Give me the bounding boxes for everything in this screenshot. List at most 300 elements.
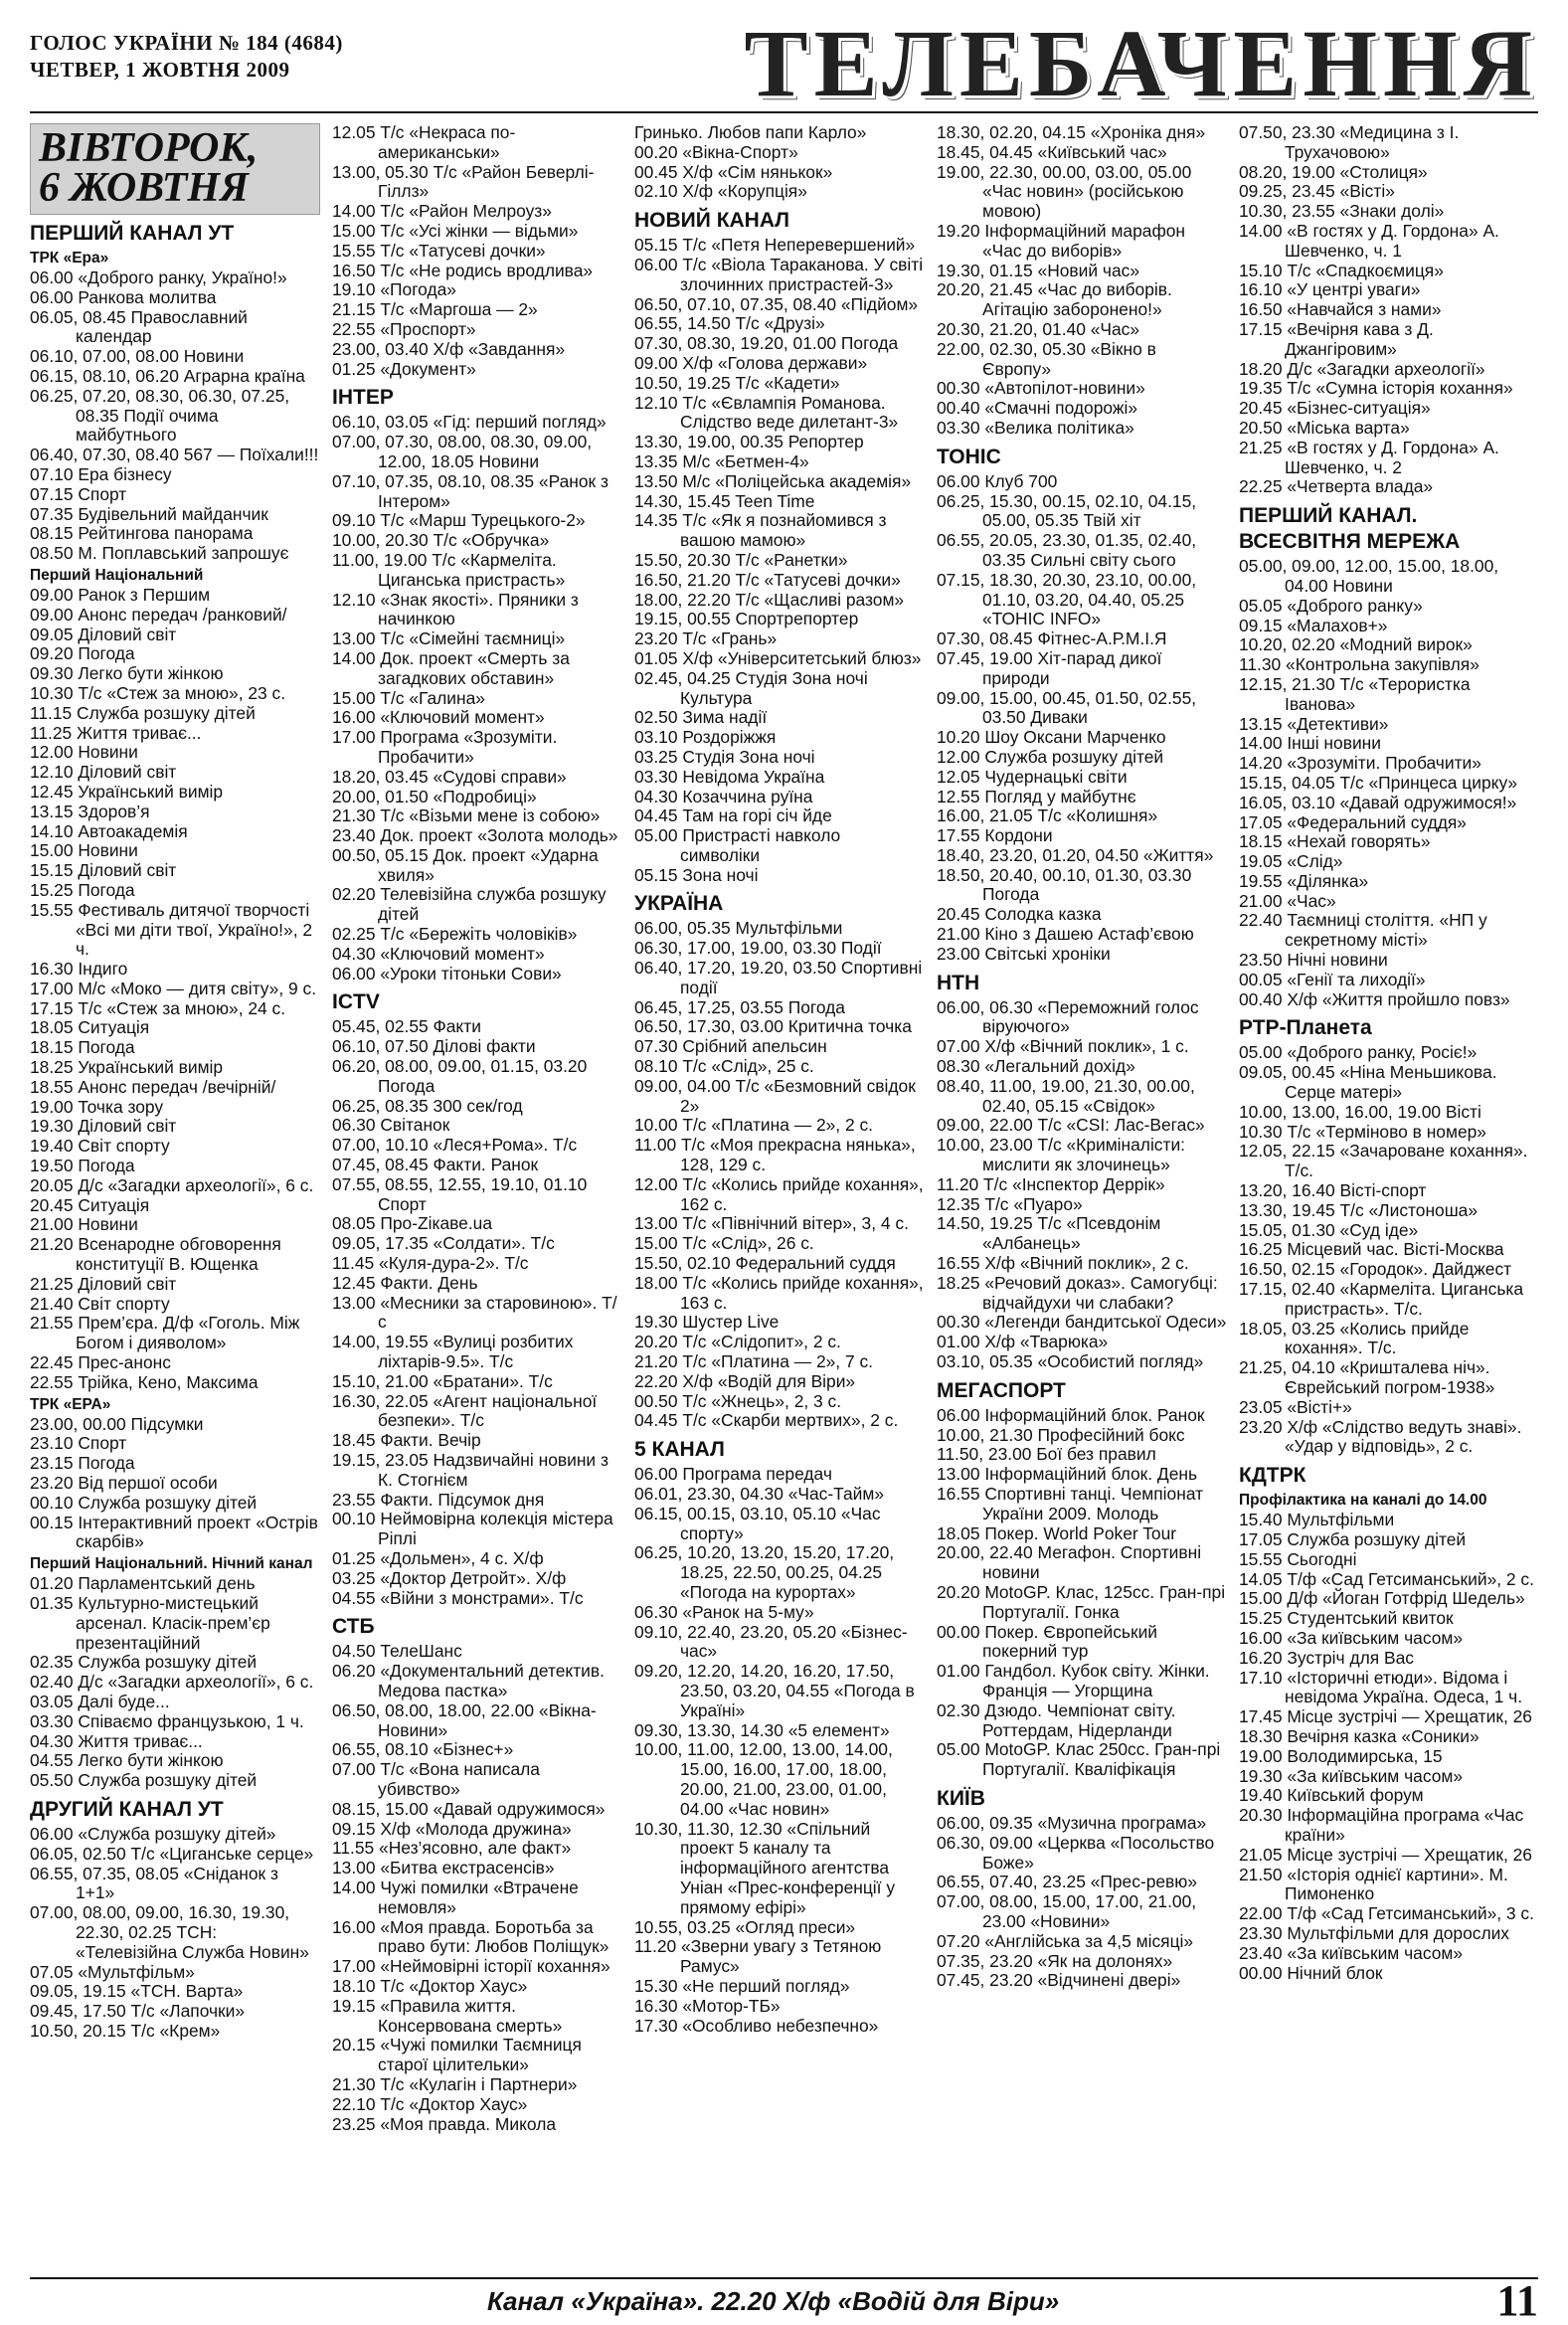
program-listing: 12.00 Служба розшуку дітей bbox=[937, 746, 1164, 767]
program-listing: 02.30 Дзюдо. Чемпіонат світу. Роттердам, Нідерланди bbox=[937, 1699, 1176, 1740]
program-listing: 13.00 Т/с «Північний вітер», 3, 4 с. bbox=[634, 1213, 909, 1234]
program-listing: 06.25, 08.35 300 сек/год bbox=[332, 1095, 523, 1116]
program-listing: 15.25 Погода bbox=[30, 879, 135, 900]
program-listing: 06.00 «Служба розшуку дітей» bbox=[30, 1823, 276, 1844]
program-listing: 19.10 «Погода» bbox=[332, 279, 456, 300]
program-listing: 05.00 Пристрасті навколо символіки bbox=[634, 825, 841, 865]
program-listing: 05.00, 09.00, 12.00, 15.00, 18.00, 04.00 Новини bbox=[1239, 556, 1499, 596]
program-listing: 10.50, 19.25 Т/с «Кадети» bbox=[634, 372, 840, 393]
program-listing: 01.20 Парламентський день bbox=[30, 1573, 256, 1594]
program-listing: 05.00 MotoGP. Клас 250сс. Гран-прі Португалії. Кваліфікація bbox=[937, 1739, 1221, 1780]
program-listing: 17.05 «Федеральний суддя» bbox=[1239, 811, 1467, 832]
program-listing: 12.05 Т/с «Некраса по-американськи» bbox=[332, 122, 516, 162]
program-listing: 16.20 Зустріч для Вас bbox=[1239, 1647, 1414, 1668]
program-listing: 19.30, 01.15 «Новий час» bbox=[937, 260, 1140, 280]
program-listing: 12.45 Український вимір bbox=[30, 781, 224, 802]
program-listing: 09.15 «Малахов+» bbox=[1239, 615, 1388, 635]
program-listing: 12.35 Т/с «Пуаро» bbox=[937, 1193, 1083, 1214]
program-listing: 16.50, 21.20 Т/с «Татусеві дочки» bbox=[634, 569, 901, 590]
program-listing: 09.15 Х/ф «Молода дружина» bbox=[332, 1818, 572, 1839]
program-listing: 19.35 Т/с «Сумна історія кохання» bbox=[1239, 378, 1513, 399]
program-listing: 01.35 Культурно-мистецький арсенал. Класік-прем’єр презентаційний bbox=[30, 1593, 270, 1653]
program-listing: 07.00 Х/ф «Вічний поклик», 1 с. bbox=[937, 1036, 1189, 1057]
column-2 bbox=[332, 123, 622, 2134]
program-listing: 06.00, 05.35 Мультфільми bbox=[634, 918, 843, 939]
program-listing: 00.00 Нічний блок bbox=[1239, 1962, 1383, 1983]
program-listing: 10.30, 23.55 «Знаки долі» bbox=[1239, 201, 1445, 222]
program-listing: 17.15, 02.40 «Кармеліта. Циганська пристрасть». Т/с. bbox=[1239, 1279, 1524, 1319]
program-listing: 06.01, 23.30, 04.30 «Час-Тайм» bbox=[634, 1484, 884, 1504]
program-listing: 15.00 Т/с «Слід», 26 с. bbox=[634, 1233, 814, 1254]
column-3-listings bbox=[634, 123, 925, 2036]
program-listing: 13.30, 19.45 Т/с «Листоноша» bbox=[1239, 1199, 1479, 1220]
program-listing: 18.15 «Нехай говорять» bbox=[1239, 831, 1431, 852]
program-listing: 04.30 «Ключовий момент» bbox=[332, 943, 545, 964]
program-listing: 21.00 «Час» bbox=[1239, 890, 1336, 911]
program-listing: 18.45, 04.45 «Київський час» bbox=[937, 141, 1167, 162]
program-listing: 22.10 Т/с «Доктор Хаус» bbox=[332, 2093, 528, 2114]
program-listing: 15.30 «Не перший погляд» bbox=[634, 1975, 850, 1996]
day-title: ВІВТОРОК, bbox=[39, 125, 259, 171]
program-listing: 11.20 Т/с «Інспектор Деррік» bbox=[937, 1173, 1165, 1194]
program-listing: 23.40 Док. проект «Золота молодь» bbox=[332, 825, 618, 846]
program-listing: 09.00 Х/ф «Голова держави» bbox=[634, 352, 868, 373]
program-listing: 12.15, 21.30 Т/с «Терористка Іванова» bbox=[1239, 673, 1471, 714]
program-listing: 21.15 Т/с «Маргоша — 2» bbox=[332, 299, 538, 320]
program-listing: 12.10 «Знак якості». Пряники з начинкою bbox=[332, 589, 579, 629]
program-listing: 21.05 Місце зустрічі — Хрещатик, 26 bbox=[1239, 1844, 1532, 1865]
program-listing: 04.45 Там на горі січ йде bbox=[634, 805, 832, 826]
program-listing: 07.45, 19.00 Хіт-парад дикої природи bbox=[937, 647, 1162, 688]
program-listing: 05.05 «Доброго ранку» bbox=[1239, 595, 1423, 616]
program-listing: 21.00 Новини bbox=[30, 1214, 138, 1235]
program-listing: 07.00, 10.10 «Леся+Рома». Т/с bbox=[332, 1135, 578, 1156]
program-listing: 15.15, 04.05 Т/с «Принцеса цирку» bbox=[1239, 772, 1518, 793]
channel-heading: 5 КАНАЛ bbox=[634, 1438, 725, 1462]
program-listing: 09.00 Ранок з Першим bbox=[30, 584, 211, 605]
program-listing: 09.10 Т/с «Марш Турецького-2» bbox=[332, 510, 586, 531]
program-listing: 15.00 Т/с «Галина» bbox=[332, 687, 485, 708]
program-listing: 14.00 Інші новини bbox=[1239, 733, 1381, 754]
day-heading bbox=[30, 123, 320, 215]
program-listing: 01.25 «Дольмен», 4 с. Х/ф bbox=[332, 1547, 544, 1568]
channel-subheading: Перший Національний bbox=[30, 566, 204, 584]
channel-heading: РТР-Планета bbox=[1239, 1016, 1372, 1040]
program-listing: 13.15 Здоров’я bbox=[30, 801, 150, 821]
program-listing: 06.25, 07.20, 08.30, 06.30, 07.25, 08.35 Події очима майбутнього bbox=[30, 385, 290, 446]
program-listing: 16.25 Місцевий час. Вісті-Москва bbox=[1239, 1239, 1504, 1260]
program-listing: 15.00 Т/с «Усі жінки — відьми» bbox=[332, 220, 579, 241]
channel-subheading: ТРК «Ера» bbox=[30, 250, 109, 267]
program-listing: 12.55 Погляд у майбутнє bbox=[937, 786, 1136, 806]
program-listing: 02.10 Х/ф «Корупція» bbox=[634, 181, 807, 202]
program-listing: 08.40, 11.00, 19.00, 21.30, 00.00, 02.40, 05.15 «Свідок» bbox=[937, 1075, 1195, 1116]
program-listing: 08.05 Про-Zікаве.ua bbox=[332, 1213, 493, 1234]
program-listing: 08.20, 19.00 «Столиця» bbox=[1239, 161, 1428, 182]
program-listing: 11.00, 19.00 Т/с «Кармеліта. Циганська пристрасть» bbox=[332, 549, 566, 590]
program-listing: 16.30 «Мотор-ТБ» bbox=[634, 1995, 781, 2016]
program-listing: 14.00 «В гостях у Д. Гордона» А. Шевченко, ч. 1 bbox=[1239, 220, 1499, 261]
program-listing: 10.55, 03.25 «Огляд преси» bbox=[634, 1916, 856, 1937]
program-listing: 14.00, 19.55 «Вулиці розбитих ліхтарів-9.5». Т/с bbox=[332, 1332, 574, 1372]
program-listing: 03.10 Роздоріжжя bbox=[634, 727, 777, 748]
program-listing: 07.00 Т/с «Вона написала убивство» bbox=[332, 1759, 540, 1799]
program-listing: 04.30 Життя триває... bbox=[30, 1730, 203, 1751]
program-listing: 00.10 Служба розшуку дітей bbox=[30, 1492, 258, 1513]
program-listing: 06.55, 14.50 Т/с «Друзі» bbox=[634, 313, 825, 334]
program-listing: 19.40 Київський форум bbox=[1239, 1785, 1424, 1806]
program-listing: 14.30, 15.45 Teen Time bbox=[634, 490, 815, 511]
program-listing: 09.30 Легко бути жінкою bbox=[30, 663, 224, 684]
program-listing: 20.20, 21.45 «Час до виборів. Агітацію заборонено!» bbox=[937, 279, 1172, 320]
program-listing: 12.05 Чудернацькі світи bbox=[937, 766, 1128, 787]
program-listing: 15.10, 21.00 «Братани». Т/с bbox=[332, 1370, 553, 1391]
program-listing: 17.10 «Історичні етюди». Відома і невідома Україна. Одеса, 1 ч. bbox=[1239, 1667, 1523, 1707]
program-listing: 23.40 «За київським часом» bbox=[1239, 1942, 1464, 1963]
program-listing: 20.30 Інформаційна програма «Час країни» bbox=[1239, 1805, 1524, 1845]
program-listing: 19.40 Світ спорту bbox=[30, 1136, 170, 1157]
program-listing: 23.20 Т/с «Грань» bbox=[634, 628, 778, 649]
header-rule bbox=[30, 111, 1538, 113]
program-listing: 06.00 Ранкова молитва bbox=[30, 286, 217, 307]
program-listing: 06.00 «Доброго ранку, Україно!» bbox=[30, 268, 287, 287]
channel-heading: ПЕРШИЙ КАНАЛ УТ bbox=[30, 222, 235, 245]
channel-heading: МЕГАСПОРТ bbox=[937, 1378, 1066, 1402]
program-listing: 07.45, 23.20 «Відчинені двері» bbox=[937, 1970, 1181, 1991]
program-listing: 18.15 Погода bbox=[30, 1037, 135, 1058]
program-listing: 00.50 Т/с «Жнець», 2, 3 с. bbox=[634, 1390, 842, 1411]
program-listing: 13.20, 16.40 Вісті-спорт bbox=[1239, 1180, 1427, 1201]
column-1-listings bbox=[30, 221, 320, 2042]
program-listing: 07.15 Спорт bbox=[30, 483, 127, 504]
program-listing: 09.00, 15.00, 00.45, 01.50, 02.55, 03.50 Диваки bbox=[937, 687, 1197, 728]
channel-heading: НТН bbox=[937, 971, 980, 994]
footer-promo: Канал «Україна». 22.20 Х/ф «Водій для Віри» bbox=[487, 2286, 1060, 2316]
program-listing: 06.00 Програма передач bbox=[634, 1464, 832, 1485]
channel-heading: ТОНІС bbox=[937, 445, 1001, 468]
program-listing: 19.05 «Слід» bbox=[1239, 851, 1343, 872]
program-listing: 06.00 Інформаційний блок. Ранок bbox=[937, 1404, 1205, 1425]
program-listing: 02.40 Д/с «Загадки археології», 6 с. bbox=[30, 1672, 314, 1693]
program-listing: 15.55 Сьогодні bbox=[1239, 1548, 1357, 1569]
program-listing: 06.55, 20.05, 23.30, 01.35, 02.40, 03.35 Сильні світу сього bbox=[937, 530, 1197, 570]
program-listing: 23.50 Нічні новини bbox=[1239, 950, 1388, 971]
program-listing: 06.25, 15.30, 00.15, 02.10, 04.15, 05.00, 05.35 Твій хіт bbox=[937, 490, 1197, 531]
program-listing: 11.45 «Куля-дура-2». Т/с bbox=[332, 1253, 529, 1274]
program-listing: 11.20 «Зверни увагу з Тетяною Рамус» bbox=[634, 1936, 882, 1977]
program-listing: 20.45 Ситуація bbox=[30, 1194, 150, 1215]
program-listing: 06.50, 08.00, 18.00, 22.00 «Вікна-Новини» bbox=[332, 1699, 597, 1740]
program-listing: 02.45, 04.25 Студія Зона ночі Культура bbox=[634, 667, 868, 708]
program-listing: 02.25 Т/с «Бережіть чоловіків» bbox=[332, 924, 578, 945]
program-listing: 19.30 «За київським часом» bbox=[1239, 1765, 1464, 1786]
program-listing: 19.30 Діловий світ bbox=[30, 1116, 177, 1137]
program-listing: 18.20 Д/с «Загадки археології» bbox=[1239, 358, 1485, 379]
program-listing: 18.10 Т/с «Доктор Хаус» bbox=[332, 1975, 528, 1996]
program-listing: 23.15 Погода bbox=[30, 1453, 135, 1474]
program-listing: 04.50 ТелеШанс bbox=[332, 1641, 462, 1662]
program-listing: 08.30 «Легальний дохід» bbox=[937, 1056, 1135, 1077]
column-3 bbox=[634, 123, 925, 2036]
program-listing: 22.20 Х/ф «Водій для Віри» bbox=[634, 1370, 856, 1391]
program-listing: 13.00 Т/с «Сімейні таємниці» bbox=[332, 628, 566, 649]
program-listing: 11.00 Т/с «Моя прекрасна нянька», 128, 129 с. bbox=[634, 1135, 916, 1175]
program-listing: 21.30 Т/с «Кулагін і Партнери» bbox=[332, 2073, 578, 2094]
program-listing: 21.40 Світ спорту bbox=[30, 1293, 170, 1314]
program-listing: 23.20 Х/ф «Слідство ведуть знаві». «Удар у відповідь», 2 с. bbox=[1239, 1416, 1522, 1457]
program-listing: 14.00 Док. проект «Смерть за загадкових обставин» bbox=[332, 647, 570, 688]
program-listing: 06.00, 06.30 «Переможний голос віруючого» bbox=[937, 996, 1199, 1037]
program-listing: 07.05 «Мультфільм» bbox=[30, 1961, 195, 1982]
program-listing: 15.05, 01.30 «Суд іде» bbox=[1239, 1219, 1419, 1240]
program-listing: 18.05 Ситуація bbox=[30, 1017, 150, 1038]
program-listing: 14.35 Т/с «Як я познайомився з вашою мамою» bbox=[634, 510, 887, 551]
program-listing: 13.00, 05.30 Т/с «Район Беверлі-Гіллз» bbox=[332, 161, 595, 202]
program-listing: 04.30 Козаччина руїна bbox=[634, 786, 813, 806]
program-listing: 04.55 Легко бути жінкою bbox=[30, 1750, 224, 1771]
program-listing: 00.20 «Вікна-Спорт» bbox=[634, 141, 798, 162]
program-listing: 07.35 Будівельний майданчик bbox=[30, 503, 268, 524]
program-listing: 16.50, 02.15 «Городок». Дайджест bbox=[1239, 1259, 1512, 1280]
program-listing: 09.00, 04.00 Т/с «Безмовний свідок 2» bbox=[634, 1075, 916, 1116]
program-listing: 06.30, 09.00 «Церква «Посольство Боже» bbox=[937, 1832, 1215, 1873]
program-listing: 10.20 Шоу Оксани Марченко bbox=[937, 727, 1166, 748]
program-listing: 16.55 Спортивні танці. Чемпіонат України 2009. Молодь bbox=[937, 1484, 1204, 1523]
column-2-listings bbox=[332, 123, 622, 2134]
program-listing: 16.00, 21.05 Т/с «Колишня» bbox=[937, 805, 1158, 826]
program-listing: 06.55, 07.40, 23.25 «Прес-ревю» bbox=[937, 1872, 1198, 1892]
program-listing: 10.30 Т/с «Стеж за мною», 23 с. bbox=[30, 682, 286, 703]
program-listing: 20.05 Д/с «Загадки археології», 6 с. bbox=[30, 1174, 314, 1195]
program-listing: 00.00 Покер. Європейський покерний тур bbox=[937, 1621, 1158, 1662]
program-listing: 10.00, 11.00, 12.00, 13.00, 14.00, 15.00, 16.00, 17.00, 18.00, 20.00, 21.00, 23.00, 01.00, 04.00 «Час новин» bbox=[634, 1739, 893, 1819]
program-listing: 03.05 Далі буде... bbox=[30, 1691, 170, 1711]
program-listing: 06.40, 17.20, 19.20, 03.50 Спортивні події bbox=[634, 958, 923, 997]
program-listing: 21.00 Кіно з Дашею Астаф’євою bbox=[937, 924, 1194, 945]
program-listing: 06.00 Клуб 700 bbox=[937, 470, 1058, 491]
program-listing: 03.25 Студія Зона ночі bbox=[634, 746, 815, 767]
program-listing: 19.00 Точка зору bbox=[30, 1096, 164, 1117]
program-listing: 11.30 «Контрольна закупівля» bbox=[1239, 654, 1480, 675]
program-listing: 02.50 Зима надії bbox=[634, 707, 768, 728]
program-listing: 22.00, 02.30, 05.30 «Вікно в Європу» bbox=[937, 338, 1156, 379]
program-listing: 14.10 Автоакадемія bbox=[30, 820, 188, 841]
program-listing: 01.00 Х/ф «Тварюка» bbox=[937, 1332, 1109, 1352]
program-listing: 00.30 «Легенди бандитської Одеси» bbox=[937, 1312, 1227, 1333]
program-listing: 09.05, 19.15 «ТСН. Варта» bbox=[30, 1981, 244, 2002]
program-listing: 21.30 Т/с «Візьми мене із собою» bbox=[332, 805, 601, 826]
program-listing: 14.00 Чужі помилки «Втрачене немовля» bbox=[332, 1877, 579, 1917]
program-listing: 16.10 «У центрі уваги» bbox=[1239, 279, 1421, 300]
program-listing: 06.05, 08.45 Православний календар bbox=[30, 306, 248, 347]
program-listing: 07.10 Ера бізнесу bbox=[30, 463, 172, 484]
program-listing: 19.15, 23.05 Надзвичайні новини з К. Стогнієм bbox=[332, 1450, 609, 1490]
program-listing: 00.45 Х/ф «Сім нянькок» bbox=[634, 161, 833, 182]
program-listing: 22.55 «Проспорт» bbox=[332, 318, 476, 339]
program-listing: 06.00, 09.35 «Музична програма» bbox=[937, 1812, 1207, 1833]
program-listing: 03.30 Співаємо французькою, 1 ч. bbox=[30, 1710, 304, 1731]
program-listing: 15.00 Д/ф «Йоган Готфрід Шедель» bbox=[1239, 1588, 1525, 1609]
program-listing: 17.55 Кордони bbox=[937, 825, 1053, 846]
program-listing: 11.15 Служба розшуку дітей bbox=[30, 702, 256, 723]
program-listing: 18.50, 20.40, 00.10, 01.30, 03.30 Погода bbox=[937, 864, 1192, 905]
program-listing: 17.45 Місце зустрічі — Хрещатик, 26 bbox=[1239, 1706, 1532, 1727]
program-listing: 18.30 Вечірня казка «Соники» bbox=[1239, 1725, 1480, 1746]
program-listing: 05.15 Зона ночі bbox=[634, 864, 759, 885]
program-listing: 01.25 «Документ» bbox=[332, 358, 476, 379]
program-listing: 18.55 Анонс передач /вечірній/ bbox=[30, 1076, 276, 1097]
program-listing: 18.00 Т/с «Колись прийде кохання», 163 с. bbox=[634, 1272, 924, 1313]
program-listing: 15.55 Т/с «Татусеві дочки» bbox=[332, 240, 546, 261]
page-number: 11 bbox=[1496, 2276, 1538, 2325]
program-listing: 06.30 «Ранок на 5-му» bbox=[634, 1601, 814, 1622]
program-listing: 09.05, 00.45 «Ніна Меньшикова. Серце матері» bbox=[1239, 1062, 1497, 1103]
program-listing: 05.15 Т/с «Петя Неперевершений» bbox=[634, 235, 916, 256]
program-listing: 16.05, 03.10 «Давай одружимося!» bbox=[1239, 792, 1517, 812]
program-listing: 06.20 «Документальний детектив. Медова пастка» bbox=[332, 1661, 605, 1700]
program-listing: Гринько. Любов папи Карло» bbox=[634, 122, 867, 142]
column-5-listings bbox=[1239, 123, 1537, 1983]
program-listing: 01.00 Гандбол. Кубок світу. Жінки. Франція — Угорщина bbox=[937, 1661, 1210, 1700]
program-listing: 06.00 Т/с «Віола Тараканова. У світі злочинних пристрастей-3» bbox=[634, 254, 924, 294]
program-listing: 20.20 MotoGP. Клас, 125сс. Гран-прі Португалії. Гонка bbox=[937, 1581, 1226, 1622]
program-listing: 09.05, 17.35 «Солдати». Т/с bbox=[332, 1233, 555, 1254]
program-listing: 07.15, 18.30, 20.30, 23.10, 00.00, 01.10, 03.20, 04.40, 05.25 «ТОНІС INFO» bbox=[937, 569, 1197, 629]
program-listing: 21.20 Т/с «Платина — 2», 7 с. bbox=[634, 1351, 873, 1372]
program-listing: 00.40 Х/ф «Життя пройшло повз» bbox=[1239, 988, 1510, 1009]
day-date: 6 ЖОВТНЯ bbox=[39, 165, 250, 211]
program-listing: 14.05 Т/ф «Сад Гетсиманський», 2 с. bbox=[1239, 1568, 1534, 1589]
program-listing: 09.45, 17.50 Т/с «Лапочки» bbox=[30, 2001, 246, 2022]
program-listing: 10.30 Т/с «Терміново в номер» bbox=[1239, 1121, 1486, 1142]
program-listing: 06.05, 02.50 Т/с «Циганське серце» bbox=[30, 1843, 314, 1864]
program-listing: 13.30, 19.00, 00.35 Репортер bbox=[634, 432, 864, 452]
program-listing: 17.05 Служба розшуку дітей bbox=[1239, 1529, 1467, 1549]
program-listing: 10.50, 20.15 Т/с «Крем» bbox=[30, 2020, 221, 2041]
program-listing: 16.30, 22.05 «Агент національної безпеки». Т/с bbox=[332, 1390, 598, 1431]
program-listing: 07.20 «Англійська за 4,5 місяці» bbox=[937, 1930, 1194, 1951]
program-listing: 15.10 Т/с «Спадкоємиця» bbox=[1239, 260, 1444, 280]
column-4 bbox=[937, 123, 1227, 1991]
program-listing: 20.45 «Бізнес-ситуація» bbox=[1239, 398, 1431, 419]
newspaper-date: ЧЕТВЕР, 1 ЖОВТНЯ 2009 bbox=[30, 58, 290, 82]
program-listing: 07.50, 23.30 «Медицина з І. Трухачовою» bbox=[1239, 122, 1460, 162]
program-listing: 19.30 Шустер Live bbox=[634, 1312, 780, 1333]
program-listing: 17.00 «Неймовірні історії кохання» bbox=[332, 1956, 610, 1977]
program-listing: 18.05 Покер. World Poker Tour bbox=[937, 1522, 1177, 1543]
program-listing: 09.00, 22.00 Т/с «CSI: Лас-Вегас» bbox=[937, 1115, 1205, 1136]
program-listing: 18.40, 23.20, 01.20, 04.50 «Життя» bbox=[937, 844, 1214, 865]
program-listing: 18.00, 22.20 Т/с «Щасливі разом» bbox=[634, 589, 905, 610]
program-listing: 12.00 Новини bbox=[30, 742, 138, 763]
program-listing: 22.45 Прес-анонс bbox=[30, 1352, 171, 1373]
program-listing: 10.20, 02.20 «Модний вирок» bbox=[1239, 634, 1473, 655]
channel-heading: ICTV bbox=[332, 990, 380, 1014]
program-listing: 20.20 Т/с «Слідопит», 2 с. bbox=[634, 1332, 841, 1352]
program-listing: 16.30 Індиго bbox=[30, 959, 128, 980]
program-listing: 08.15, 15.00 «Давай одружимося» bbox=[332, 1798, 606, 1819]
program-listing: 21.25 Діловий світ bbox=[30, 1273, 177, 1294]
program-listing: 13.15 «Детективи» bbox=[1239, 713, 1389, 734]
channel-heading: УКРАЇНА bbox=[634, 892, 724, 916]
channel-heading: ПЕРШИЙ КАНАЛ. ВСЕСВІТНЯ МЕРЕЖА bbox=[1239, 504, 1461, 554]
program-listing: 08.50 М. Поплавський запрошує bbox=[30, 543, 289, 564]
program-listing: 06.15, 08.10, 06.20 Аграрна країна bbox=[30, 365, 305, 386]
program-listing: 12.10 Діловий світ bbox=[30, 762, 177, 783]
channel-subheading: ТРК «ЕРА» bbox=[30, 1395, 111, 1413]
program-listing: 09.05 Діловий світ bbox=[30, 624, 177, 644]
program-listing: 23.55 Факти. Підсумок дня bbox=[332, 1489, 545, 1510]
program-listing: 06.25, 10.20, 13.20, 15.20, 17.20, 18.25, 22.50, 00.25, 04.25 «Погода на курортах» bbox=[634, 1542, 895, 1602]
column-5 bbox=[1239, 123, 1537, 1983]
program-listing: 23.10 Спорт bbox=[30, 1433, 127, 1454]
program-listing: 06.00 «Уроки тітоньки Сови» bbox=[332, 963, 562, 984]
program-listing: 12.45 Факти. День bbox=[332, 1272, 478, 1293]
program-listing: 00.05 «Геніï та лиходії» bbox=[1239, 969, 1426, 989]
program-listing: 18.25 Український вимір bbox=[30, 1057, 224, 1078]
program-listing: 14.50, 19.25 Т/с «Псевдонім «Албанець» bbox=[937, 1213, 1161, 1254]
program-listing: 19.55 «Ділянка» bbox=[1239, 870, 1369, 891]
program-listing: 21.25, 04.10 «Кришталева ніч». Єврейський погром-1938» bbox=[1239, 1357, 1495, 1398]
program-listing: 07.55, 08.55, 12.55, 19.10, 01.10 Спорт bbox=[332, 1173, 588, 1214]
program-listing: 23.00 Світські хроніки bbox=[937, 943, 1111, 964]
program-listing: 07.30 Срібний апельсин bbox=[634, 1036, 827, 1057]
program-listing: 12.05, 22.15 «Зачароване кохання». Т/с. bbox=[1239, 1141, 1528, 1181]
program-listing: 23.00, 00.00 Підсумки bbox=[30, 1413, 204, 1434]
program-listing: 00.50, 05.15 Док. проект «Ударна хвиля» bbox=[332, 844, 599, 885]
program-listing: 05.45, 02.55 Факти bbox=[332, 1016, 481, 1037]
program-listing: 00.15 Інтерактивний проект «Острів скарбів» bbox=[30, 1512, 318, 1552]
program-listing: 23.25 «Моя правда. Микола bbox=[332, 2113, 557, 2134]
program-listing: 16.00 «Моя правда. Боротьба за право бути: Любов Поліщук» bbox=[332, 1916, 610, 1957]
program-listing: 13.00 «Битва екстрасенсів» bbox=[332, 1858, 555, 1878]
program-listing: 10.00 Т/с «Платина — 2», 2 с. bbox=[634, 1115, 873, 1136]
program-listing: 15.15 Діловий світ bbox=[30, 860, 177, 881]
program-listing: 06.10, 03.05 «Гід: перший погляд» bbox=[332, 412, 607, 433]
program-listing: 15.50, 02.10 Федеральний суддя bbox=[634, 1253, 896, 1274]
program-listing: 13.35 М/с «Бетмен-4» bbox=[634, 450, 809, 471]
program-listing: 20.50 «Міська варта» bbox=[1239, 417, 1410, 438]
program-listing: 07.00, 07.30, 08.00, 08.30, 09.00, 12.00, 18.05 Новини bbox=[332, 432, 593, 471]
program-listing: 23.30 Мультфільми для дорослих bbox=[1239, 1922, 1509, 1943]
program-listing: 22.55 Трійка, Кено, Максима bbox=[30, 1371, 259, 1392]
program-listing: 14.20 «Зрозуміти. Пробачити» bbox=[1239, 753, 1481, 774]
program-listing: 06.30, 17.00, 19.00, 03.30 Події bbox=[634, 938, 882, 959]
program-listing: 15.00 Новини bbox=[30, 840, 138, 861]
program-listing: 15.55 Фестиваль дитячої творчості «Всі ми діти твої, Україно!», 2 ч. bbox=[30, 899, 313, 960]
program-listing: 21.55 Прем’єра. Д/ф «Гоголь. Між Богом і дияволом» bbox=[30, 1313, 300, 1353]
program-listing: 18.45 Факти. Вечір bbox=[332, 1430, 481, 1451]
program-listing: 17.00 М/с «Моко — дитя світу», 9 с. bbox=[30, 978, 317, 998]
program-listing: 07.35, 23.20 «Як на долонях» bbox=[937, 1950, 1173, 1971]
column-1 bbox=[30, 123, 320, 2042]
program-listing: 12.00 Т/с «Колись прийде кохання», 162 с. bbox=[634, 1173, 924, 1214]
program-listing: 18.20, 03.45 «Судові справи» bbox=[332, 766, 567, 787]
program-listing: 02.20 Телевізійна служба розшуку дітей bbox=[332, 884, 607, 925]
program-listing: 21.25 «В гостях у Д. Гордона» А. Шевченко, ч. 2 bbox=[1239, 437, 1499, 477]
program-listing: 01.05 Х/ф «Університетський блюз» bbox=[634, 647, 922, 668]
program-listing: 11.50, 23.00 Бої без правил bbox=[937, 1444, 1156, 1465]
program-listing: 11.25 Життя триває... bbox=[30, 722, 202, 743]
program-listing: 16.50 Т/с «Не родись вродлива» bbox=[332, 260, 594, 280]
program-listing: 06.45, 17.25, 03.55 Погода bbox=[634, 996, 845, 1017]
program-listing: 06.10, 07.00, 08.00 Новини bbox=[30, 346, 245, 367]
program-listing: 20.30, 21.20, 01.40 «Час» bbox=[937, 318, 1140, 339]
program-listing: 22.40 Таємниці століття. «НП у секретному місті» bbox=[1239, 910, 1487, 951]
program-listing: 14.00 Т/с «Район Мелроуз» bbox=[332, 201, 552, 222]
program-listing: 05.50 Служба розшуку дітей bbox=[30, 1770, 258, 1791]
program-listing: 20.15 «Чужі помилки Таємниця старої цілительки» bbox=[332, 2035, 582, 2075]
